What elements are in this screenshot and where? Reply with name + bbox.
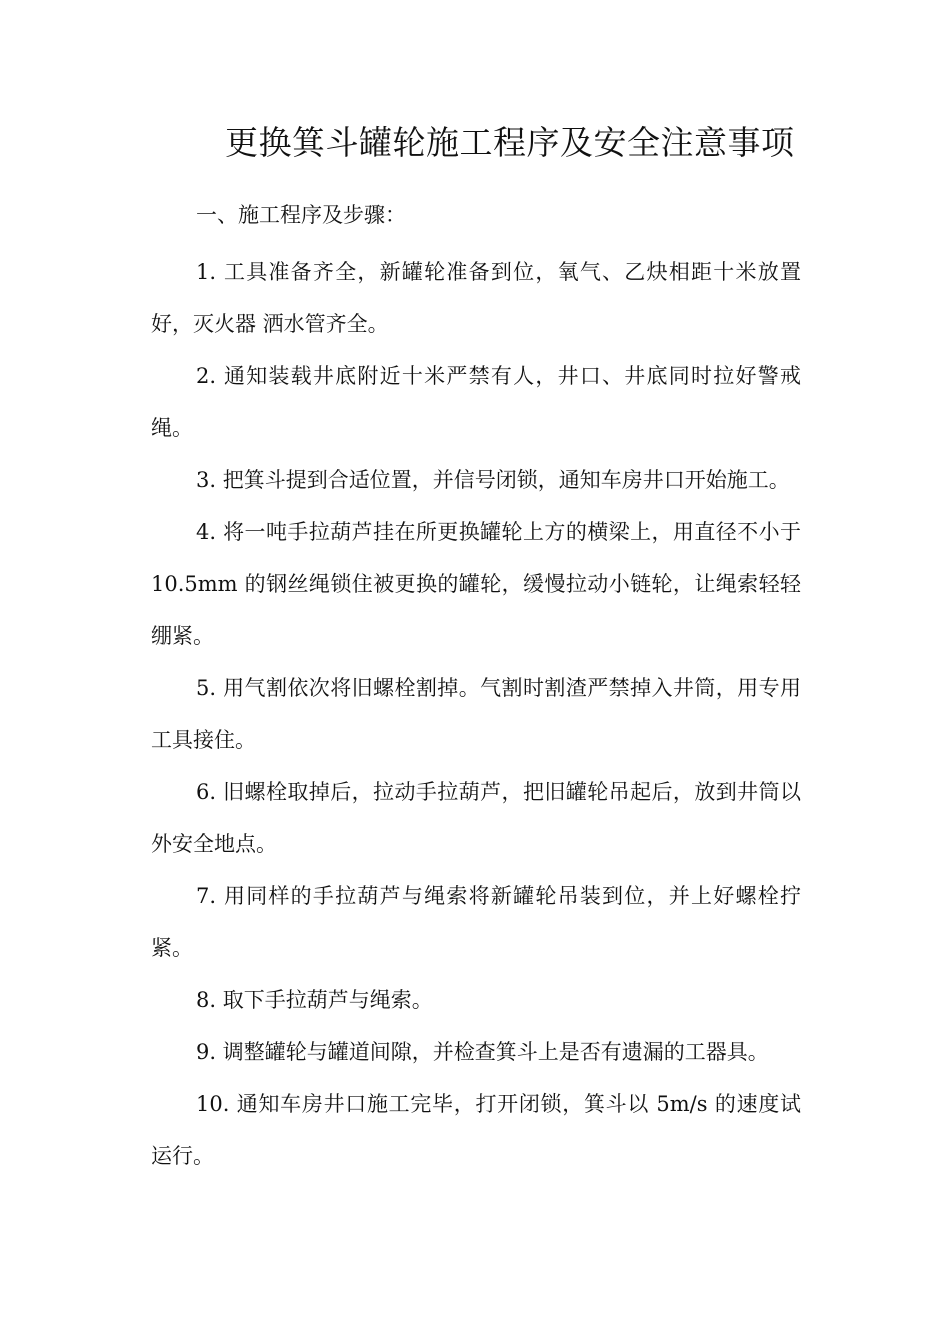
- procedure-step-7: 7. 用同样的手拉葫芦与绳索将新罐轮吊装到位，并上好螺栓拧紧。: [151, 884, 801, 960]
- procedure-step-10: 10. 通知车房井口施工完毕，打开闭锁，箕斗以 5m/s 的速度试运行。: [151, 1092, 801, 1168]
- document-title: 更换箕斗罐轮施工程序及安全注意事项: [225, 123, 795, 162]
- procedure-step-2: 2. 通知装载井底附近十米严禁有人，井口、井底同时拉好警戒绳。: [151, 364, 801, 440]
- section-heading: 一、施工程序及步骤：: [196, 203, 406, 227]
- procedure-step-6: 6. 旧螺栓取掉后，拉动手拉葫芦，把旧罐轮吊起后，放到井筒以外安全地点。: [151, 780, 801, 856]
- procedure-step-8: 8. 取下手拉葫芦与绳索。: [196, 988, 433, 1012]
- procedure-steps-list: [151, 246, 801, 1182]
- procedure-step-5: 5. 用气割依次将旧螺栓割掉。气割时割渣严禁掉入井筒，用专用工具接住。: [151, 676, 801, 752]
- procedure-step-4: 4. 将一吨手拉葫芦挂在所更换罐轮上方的横梁上，用直径不小于 10.5mm 的钢丝绳锁住被更换的罐轮，缓慢拉动小链轮，让绳索轻轻绷紧。: [151, 520, 801, 648]
- procedure-step-1: 1. 工具准备齐全，新罐轮准备到位，氧气、乙炔相距十米放置好，灭火器 洒水管齐全。: [151, 260, 801, 336]
- procedure-step-3: 3. 把箕斗提到合适位置，并信号闭锁，通知车房井口开始施工。: [196, 468, 790, 492]
- procedure-step-9: 9. 调整罐轮与罐道间隙，并检查箕斗上是否有遗漏的工器具。: [196, 1040, 769, 1064]
